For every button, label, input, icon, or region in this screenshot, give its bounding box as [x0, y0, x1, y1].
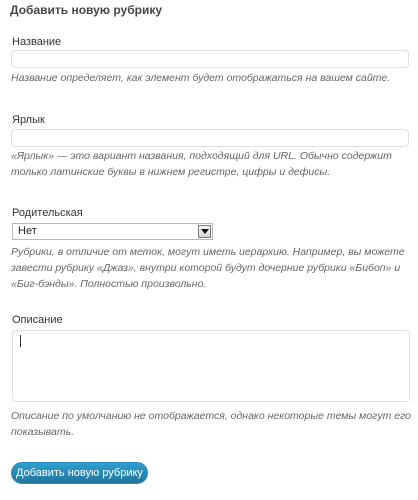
- add-category-button[interactable]: Добавить новую рубрику: [11, 462, 148, 484]
- name-label: Название: [12, 36, 62, 48]
- description-label: Описание: [12, 314, 63, 326]
- slug-help-line-1: «Ярлык» — это вариант названия, подходящий для URL. Обычно содержит: [11, 150, 392, 162]
- chevron-down-icon[interactable]: [198, 225, 211, 238]
- name-input[interactable]: [11, 50, 409, 68]
- description-help-line-2: показывать.: [11, 426, 75, 438]
- parent-selected-value: Нет: [18, 225, 37, 237]
- form-title: Добавить новую рубрику: [10, 3, 163, 17]
- description-help-line-1: Описание по умолчанию не отображается, однако некоторые темы могут его: [11, 410, 412, 422]
- parent-help-line-1: Рубрики, в отличие от меток, могут иметь иерархию. Например, вы можете: [11, 246, 405, 258]
- name-help-text: Название определяет, как элемент будет отображаться на вашем сайте.: [11, 72, 391, 84]
- slug-input[interactable]: [11, 129, 409, 147]
- text-cursor: [20, 335, 21, 347]
- description-textarea[interactable]: [12, 330, 410, 402]
- parent-label: Родительская: [12, 207, 83, 219]
- parent-help-line-2: завести рубрику «Джаз», внутри которой будут дочерние рубрики «Бибоп» и: [11, 262, 401, 274]
- slug-label: Ярлык: [12, 114, 45, 126]
- parent-select[interactable]: [12, 223, 213, 240]
- slug-help-line-2: только латинские буквы в нижнем регистре, цифры и дефисы.: [11, 166, 331, 178]
- parent-help-line-3: «Биг-бэнды». Полностью произвольно.: [11, 278, 207, 290]
